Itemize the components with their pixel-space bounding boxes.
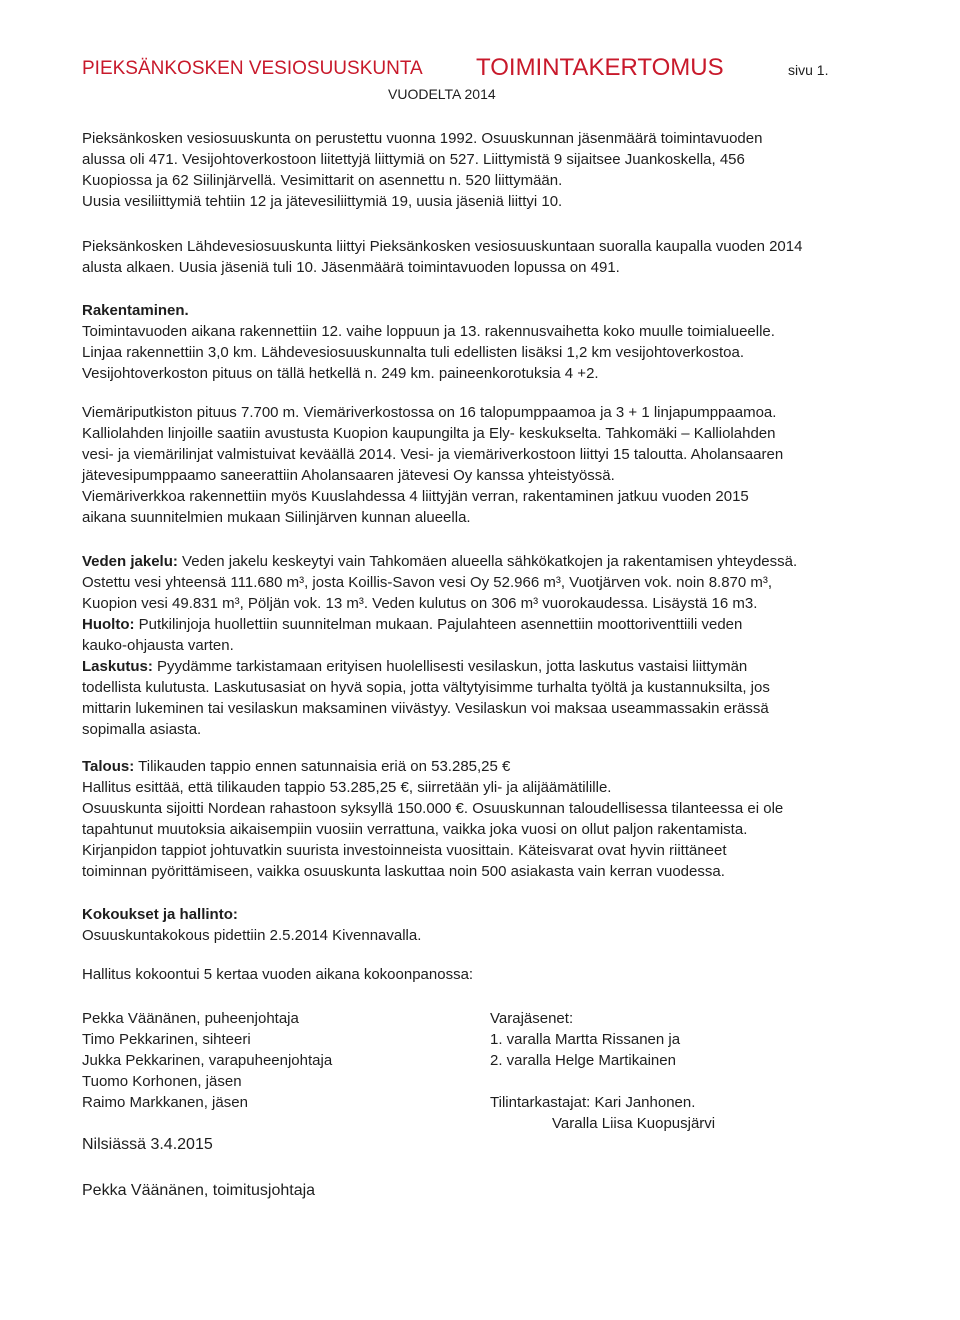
place-date: Nilsiässä 3.4.2015	[82, 1136, 213, 1153]
section-label: Talous:	[82, 758, 135, 775]
list-item: Timo Pekkarinen, sihteeri	[82, 1031, 251, 1048]
list-item: Raimo Markkanen, jäsen	[82, 1094, 248, 1111]
paragraph-line: Viemäriputkiston pituus 7.700 m. Viemäriverkostossa on 16 talopumppaamoa ja 3 + 1 linjapumppaamoa.	[82, 404, 777, 421]
section-heading: Kokoukset ja hallinto:	[82, 906, 238, 923]
paragraph-line: Kuopiossa ja 62 Siilinjärvellä. Vesimittarit on asennettu n. 520 liittymään.	[82, 172, 563, 189]
paragraph-line: Vesijohtoverkoston pituus on tällä hetkellä n. 249 km. paineenkorotuksia 4 +2.	[82, 365, 599, 382]
paragraph-line: Linjaa rakennettiin 3,0 km. Lähdevesiosuuskunnalta tuli edellisten lisäksi 1,2 km vesijohtoverkostoa.	[82, 344, 745, 361]
paragraph-line: vesi- ja viemärilinjat valmistuivat keväällä 2014. Vesi- ja viemäriverkostoon liittyi 15 taloutta. Aholansaaren	[82, 446, 784, 463]
paragraph-line: tapahtunut muutoksia aikaisempiin vuosiin verrattuna, vaikka joka vuosi on ollut paljon rakentamista.	[82, 821, 748, 838]
intro-paragraph	[82, 128, 862, 212]
water-section	[82, 551, 862, 740]
list-item: Jukka Pekkarinen, varapuheenjohtaja	[82, 1052, 333, 1069]
meetings-section	[82, 904, 862, 946]
paragraph-line: alusta alkaen. Uusia jäseniä tuli 10. Jäsenmäärä toimintavuoden lopussa on 491.	[82, 259, 620, 276]
list-item: Tuomo Korhonen, jäsen	[82, 1073, 242, 1090]
construction-section	[82, 300, 862, 384]
line-text: Veden jakelu keskeytyi vain Tahkomäen alueella sähkökatkojen ja rakentamisen yhteydessä.	[182, 553, 798, 570]
list-item: Pekka Väänänen, puheenjohtaja	[82, 1010, 299, 1027]
paragraph-line: todellista kulutusta. Laskutusasiat on hyvä sopia, jotta vältytyisimme turhalta työltä ja kustannuksilta, jos	[82, 679, 770, 696]
merge-paragraph	[82, 236, 862, 278]
auditor-line: Tilintarkastajat: Kari Janhonen.	[490, 1094, 696, 1111]
board-list	[82, 1008, 462, 1113]
paragraph-line: jätevesipumppaamo saneerattiin Aholansaaren jätevesi Oy kanssa yhteistyössä.	[82, 467, 615, 484]
auditor-info	[490, 1092, 715, 1134]
paragraph-line: aikana suunnitelmien mukaan Siilinjärven kunnan alueella.	[82, 509, 471, 526]
paragraph-line: Hallitus kokoontui 5 kertaa vuoden aikana kokoonpanossa:	[82, 966, 474, 983]
paragraph-line: Kirjanpidon tappiot johtuvatkin suurista investoinneista vuosittain. Käteisvarat ovat hyvin riittäneet	[82, 842, 727, 859]
paragraph-line: alussa oli 471. Vesijohtoverkostoon liitettyjä liittymiä on 527. Liittymistä 9 sijaitsee Juankoskella, 456	[82, 151, 745, 168]
paragraph-line	[82, 656, 862, 677]
deputy-auditor: Varalla Liisa Kuopusjärvi	[552, 1115, 716, 1132]
paragraph-line	[82, 614, 862, 635]
list-item: 2. varalla Helge Martikainen	[490, 1052, 676, 1069]
section-heading: Rakentaminen.	[82, 302, 189, 319]
deputies-list	[490, 1008, 680, 1071]
organization-name: PIEKSÄNKOSKEN VESIOSUUSKUNTA	[82, 58, 423, 79]
paragraph-line: Hallitus esittää, että tilikauden tappio 53.285,25 €, siirretään yli- ja alijäämätilille.	[82, 779, 612, 796]
paragraph-line: Kuopion vesi 49.831 m³, Pöljän vok. 13 m³. Veden kulutus on 306 m³ vuorokaudessa. Lisäystä 16 m3.	[82, 595, 758, 612]
line-text: Pyydämme tarkistamaan erityisen huolellisesti vesilaskun, jotta laskutus vastaisi liittymän	[157, 658, 748, 675]
paragraph-line	[82, 551, 862, 572]
paragraph-line: Kalliolahden linjoille saatiin avustusta Kuopion kaupungilta ja Ely- keskukselta. Tahkomäki – Kalliolahden	[82, 425, 776, 442]
paragraph-line: toiminnan pyörittämiseen, vaikka osuuskunta laskuttaa noin 500 asiakasta vain kerran vuodessa.	[82, 863, 725, 880]
paragraph-line: sopimalla asiasta.	[82, 721, 202, 738]
report-year: VUODELTA 2014	[388, 86, 496, 102]
paragraph-line: Ostettu vesi yhteensä 111.680 m³, josta Koillis-Savon vesi Oy 52.966 m³, Vuotjärven vok. noin 8.870 m³,	[82, 574, 773, 591]
section-label: Huolto:	[82, 616, 135, 633]
document-title: TOIMINTAKERTOMUS	[476, 54, 724, 81]
paragraph-line: kauko-ohjausta varten.	[82, 637, 234, 654]
paragraph-line: Toimintavuoden aikana rakennettiin 12. vaihe loppuun ja 13. rakennusvaihetta koko muulle toimialueelle.	[82, 323, 775, 340]
finance-section	[82, 756, 862, 882]
paragraph-line: Osuuskunta sijoitti Nordean rahastoon syksyllä 150.000 €. Osuuskunnan taloudellisessa tilanteessa ei ole	[82, 800, 784, 817]
paragraph-line: Uusia vesiliittymiä tehtiin 12 ja jätevesiliittymiä 19, uusia jäseniä liittyi 10.	[82, 193, 563, 210]
section-heading: Varajäsenet:	[490, 1010, 574, 1027]
list-item: 1. varalla Martta Rissanen ja	[490, 1031, 681, 1048]
paragraph-line: mittarin lukeminen tai vesilaskun maksaminen viivästyy. Vesilaskun voi maksaa useammassakin erässä	[82, 700, 769, 717]
paragraph-line: Viemäriverkkoa rakennettiin myös Kuuslahdessa 4 liittyjän verran, rakentaminen jatkuu vuoden 2015	[82, 488, 749, 505]
page-number: sivu 1.	[788, 62, 829, 78]
line-text: Putkilinjoja huollettiin suunnitelman mukaan. Pajulahteen asennettiin moottoriventtiili veden	[138, 616, 743, 633]
sewer-paragraph	[82, 402, 862, 528]
paragraph-line: Pieksänkosken vesiosuuskunta on perustettu vuonna 1992. Osuuskunnan jäsenmäärä toimintavuoden	[82, 130, 763, 147]
section-label: Laskutus:	[82, 658, 153, 675]
signer: Pekka Väänänen, toimitusjohtaja	[82, 1182, 316, 1199]
board-intro	[82, 964, 862, 985]
paragraph-line: Osuuskuntakokous pidettiin 2.5.2014 Kivennavalla.	[82, 927, 422, 944]
paragraph-line	[82, 756, 862, 777]
paragraph-line: Pieksänkosken Lähdevesiosuuskunta liittyi Pieksänkosken vesiosuuskuntaan suoralla kaupalla vuoden 2014	[82, 238, 803, 255]
line-text: Tilikauden tappio ennen satunnaisia eriä on 53.285,25 €	[138, 758, 511, 775]
section-label: Veden jakelu:	[82, 553, 178, 570]
